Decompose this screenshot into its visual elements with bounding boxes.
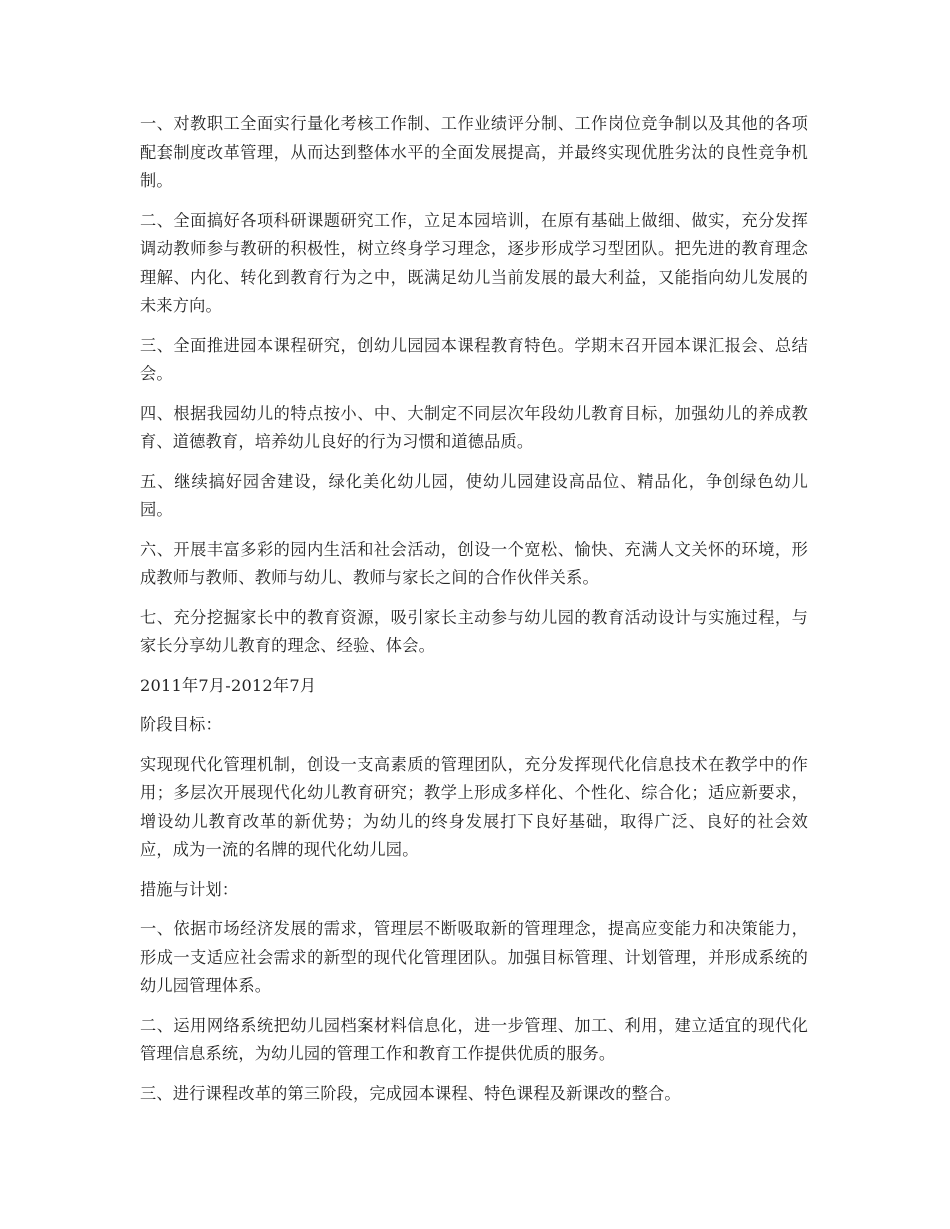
stage-goal-label: 阶段目标： <box>140 715 222 734</box>
period-heading: 2011年7月-2012年7月 <box>140 675 317 695</box>
stage-goal-text: 实现现代化管理机制，创设一支高素质的管理团队，充分发挥现代化信息技术在教学中的作用；多层次开展现代化幼儿教育研究；教学上形成多样化、个性化、综合化；适应新要求，增设幼儿教育改革的新优势；为幼儿的终身发展打下良好基础，取得广泛、良好的社会效应，成为一流的名牌的现代化幼儿园。 <box>140 754 808 859</box>
paragraph-measure-7: 七、充分挖掘家长中的教育资源，吸引家长主动参与幼儿园的教育活动设计与实施过程，与家长分享幼儿教育的理念、经验、体会。 <box>140 607 808 655</box>
paragraph-measure-2: 二、全面搞好各项科研课题研究工作，立足本园培训，在原有基础上做细、做实，充分发挥调动教师参与教研的积极性，树立终身学习理念，逐步形成学习型团队。把先进的教育理念理解、内化、转化到教育行为之中，既满足幼儿当前发展的最大利益，又能指向幼儿发展的未来方向。 <box>140 210 808 315</box>
paragraph-measure-5: 五、继续搞好园舍建设，绿化美化幼儿园，使幼儿园建设高品位、精品化，争创绿色幼儿园。 <box>140 471 808 519</box>
paragraph-measure-1: 一、对教职工全面实行量化考核工作制、工作业绩评分制、工作岗位竞争制以及其他的各项配套制度改革管理，从而达到整体水平的全面发展提高，并最终实现优胜劣汰的良性竞争机制。 <box>140 114 808 190</box>
measures-plan-label: 措施与计划： <box>140 879 239 899</box>
paragraph-measure-3: 三、全面推进园本课程研究，创幼儿园园本课程教育特色。学期末召开园本课汇报会、总结会。 <box>140 335 808 383</box>
document-body <box>140 110 808 1119</box>
plan-item-3: 三、进行课程改革的第三阶段，完成园本课程、特色课程及新课改的整合。 <box>140 1083 681 1103</box>
paragraph-measure-4: 四、根据我园幼儿的特点按小、中、大制定不同层次年段幼儿教育目标，加强幼儿的养成教育、道德教育，培养幼儿良好的行为习惯和道德品质。 <box>140 403 808 451</box>
paragraph-measure-6: 六、开展丰富多彩的园内生活和社会活动，创设一个宽松、愉快、充满人文关怀的环境，形成教师与教师、教师与幼儿、教师与家长之间的合作伙伴关系。 <box>140 539 808 587</box>
plan-item-2: 二、运用网络系统把幼儿园档案材料信息化，进一步管理、加工、利用，建立适宜的现代化管理信息系统，为幼儿园的管理工作和教育工作提供优质的服务。 <box>140 1015 808 1063</box>
plan-item-1: 一、依据市场经济发展的需求，管理层不断吸取新的管理理念，提高应变能力和决策能力，形成一支适应社会需求的新型的现代化管理团队。加强目标管理、计划管理，并形成系统的幼儿园管理体系。 <box>140 919 808 995</box>
